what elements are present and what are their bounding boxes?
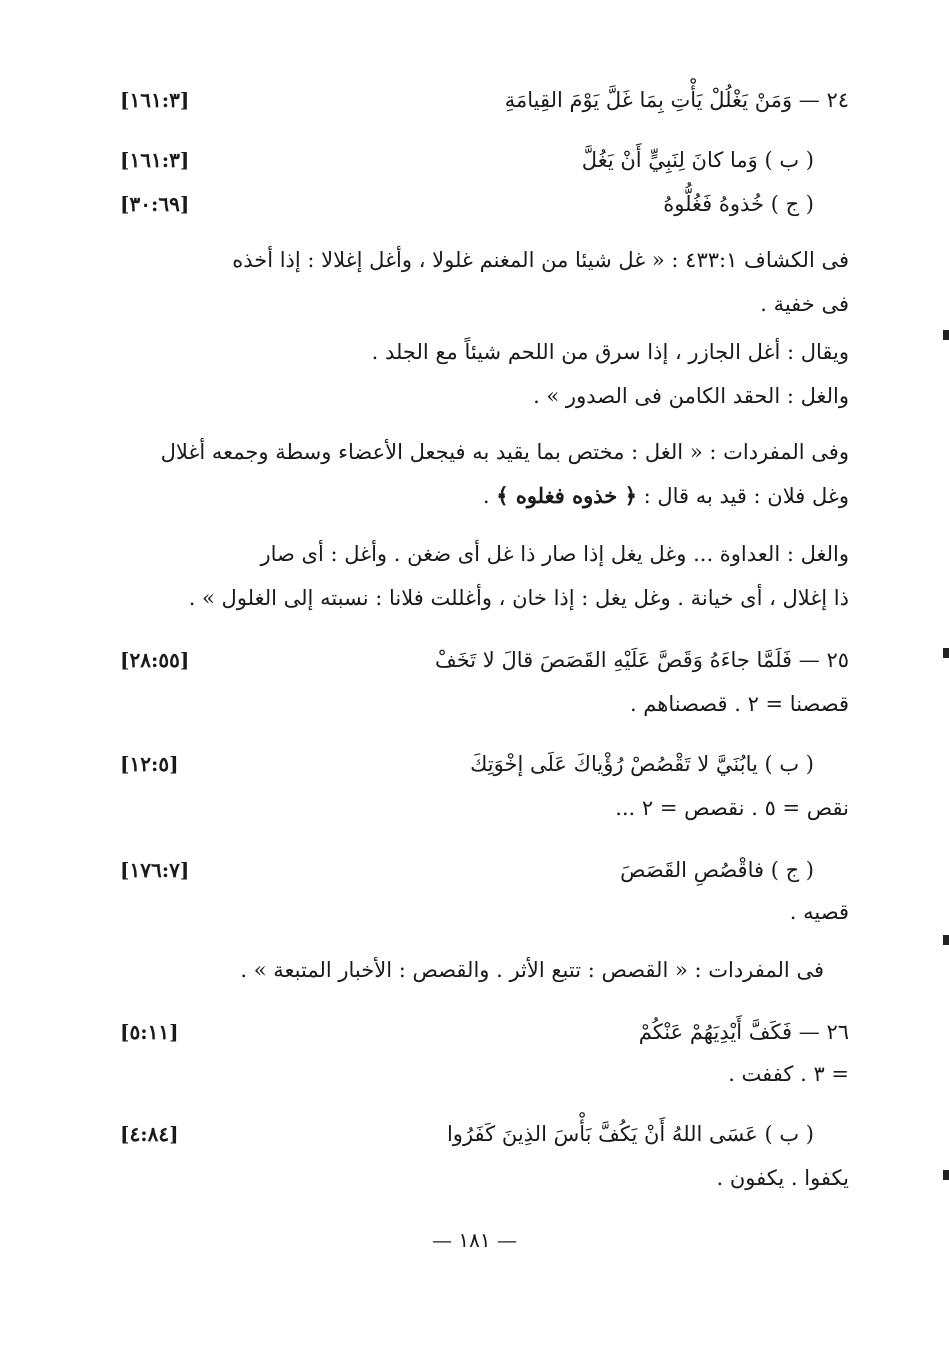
entry-24-verse-b	[120, 140, 849, 180]
commentary-line: فى خفية .	[760, 292, 849, 316]
entry-26-verse	[120, 1012, 849, 1052]
entry-26-verse-b	[120, 1114, 849, 1154]
quoted-verse: ﴿ خذوه فغلوه ﴾	[496, 483, 637, 508]
commentary-line: ويقال : أغل الجازر ، إذا سرق من اللحم شيئاً مع الجلد .	[371, 340, 849, 364]
verse-reference: [٢٨:٥٥]	[120, 648, 190, 672]
verse-reference: [١٢:٥]	[120, 752, 179, 776]
verse-reference: [١٧٦:٧]	[120, 858, 190, 882]
verse-reference: [٥:١١]	[120, 1020, 179, 1044]
page-number: — ١٨١ —	[432, 1228, 517, 1252]
commentary-line: والغل : الحقد الكامن فى الصدور » .	[533, 384, 849, 408]
verse-text: ( ب ) يابُنَيَّ لا تَقْصُصْ رُؤْياكَ عَلَى إخْوَتِكَ	[470, 752, 814, 776]
verse-note: يكفوا . يكفون .	[716, 1166, 849, 1190]
scan-edge-mark	[943, 935, 949, 945]
verse-text: ٢٤ — وَمَنْ يَغْلُلْ يَأْتِ بِمَا غَلَّ يَوْمَ القِيامَةِ	[504, 88, 849, 112]
entry-24-verse-c	[120, 184, 849, 224]
commentary-text: .	[482, 484, 490, 508]
commentary-mufradat	[120, 430, 849, 518]
commentary-line	[120, 474, 849, 518]
verse-text: ( ب ) وَما كانَ لِنَبِيٍّ أَنْ يَغُلَّ	[581, 148, 814, 172]
verse-note: = ٣ . كففت .	[728, 1062, 849, 1086]
verse-text: ( ج ) فاقْصُصِ القَصَصَ	[620, 858, 814, 882]
verse-text: ( ج ) خُذوهُ فَغُلُّوهُ	[663, 192, 814, 216]
commentary-enmity	[120, 532, 849, 620]
commentary-line: والغل : العداوة ... وغل يغل إذا صار ذا غل أى ضغن . وأغل : أى صار	[260, 542, 849, 566]
commentary-line: وفى المفردات : « الغل : مختص بما يقيد به فيجعل الأعضاء وسطة وجمعه أغلال	[160, 440, 849, 464]
verse-note: قصيه .	[789, 900, 849, 924]
entry-25-commentary	[120, 950, 849, 990]
entry-26-note	[120, 1054, 849, 1094]
entry-25-verse-b	[120, 744, 849, 784]
entry-24-verse	[120, 80, 849, 120]
entry-25-note-b	[120, 788, 849, 828]
verse-text: ٢٥ — فَلَمَّا جاءَهُ وَقَصَّ عَلَيْهِ القَصَصَ قالَ لا تَخَفْ	[434, 648, 849, 672]
verse-reference: [٤:٨٤]	[120, 1122, 179, 1146]
verse-text: ٢٦ — فَكَفَّ أَيْدِيَهُمْ عَنْكُمْ	[638, 1020, 849, 1044]
entry-25-verse	[120, 640, 849, 680]
verse-note: قصصنا = ٢ . قصصناهم .	[629, 692, 849, 716]
verse-reference: [١٦١:٣]	[120, 88, 190, 112]
verse-text: ( ب ) عَسَى اللهُ أَنْ يَكُفَّ بَأْسَ الذِينَ كَفَرُوا	[446, 1122, 814, 1146]
entry-26-note-b	[120, 1158, 849, 1198]
commentary-continued	[120, 330, 849, 418]
verse-reference: [١٦١:٣]	[120, 148, 190, 172]
commentary-line: ذا إغلال ، أى خيانة . وغل يغل : إذا خان ، وأغللت فلانا : نسبته إلى الغلول » .	[188, 586, 849, 610]
commentary-text: فى المفردات : « القصص : تتبع الأثر . والقصص : الأخبار المتبعة » .	[240, 958, 824, 982]
commentary-kashshaf	[120, 238, 849, 326]
scan-edge-mark	[943, 1170, 949, 1180]
verse-note: نقص = ٥ . نقصص = ٢ ...	[615, 796, 849, 820]
scan-edge-mark	[943, 648, 949, 658]
entry-25-note	[120, 684, 849, 724]
verse-reference: [٣٠:٦٩]	[120, 192, 190, 216]
commentary-text: وغل فلان : قيد به قال :	[643, 484, 849, 508]
entry-25-verse-c	[120, 850, 849, 890]
scan-edge-mark	[943, 330, 949, 340]
entry-25-note-c	[120, 892, 849, 932]
commentary-line: فى الكشاف ٤٣٣:١ : « غل شيئا من المغنم غلولا ، وأغل إغلالا : إذا أخذه	[232, 248, 849, 272]
